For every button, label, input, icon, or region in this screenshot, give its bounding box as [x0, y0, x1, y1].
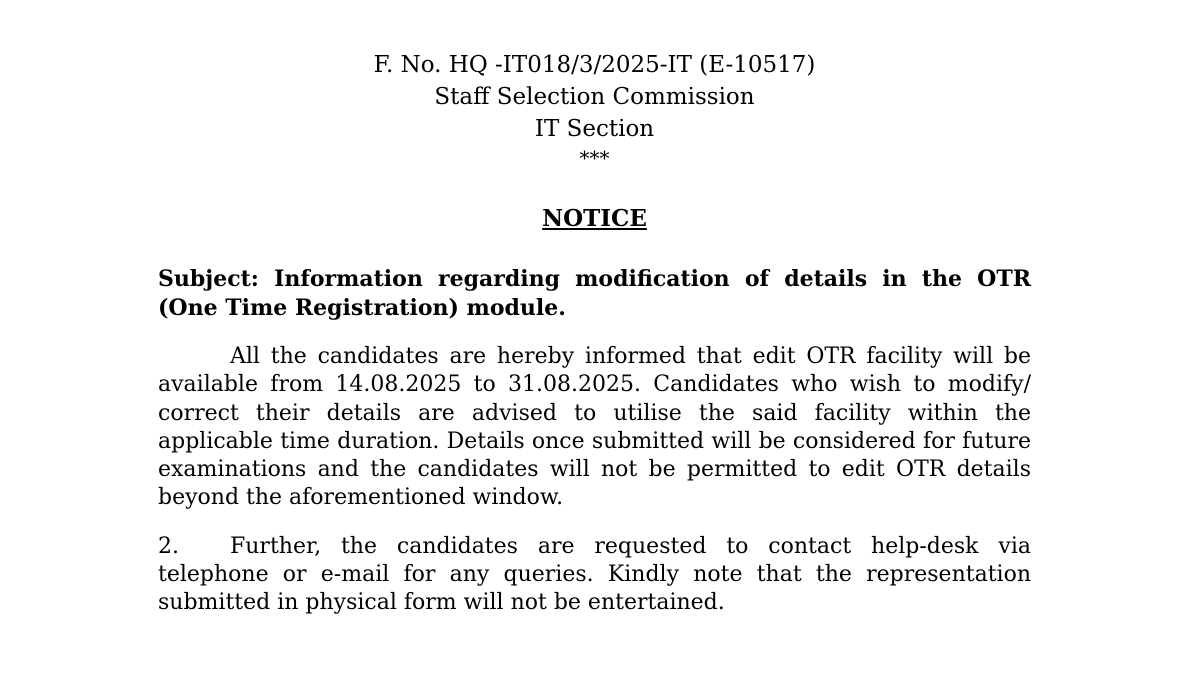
- separator-stars: ***: [579, 146, 610, 170]
- file-number: F. No. HQ -IT018/3/2025-IT (E-10517): [373, 52, 816, 78]
- paragraph-1: All the candidates are hereby informed that edit OTR facility will be available from 14.08.2025 to 31.08.2025. Candidates who wish to modify/ correct their details are advised to utilise the said facility within the applicable time duration. Details once submitted will be considered for future examinations and the candidates will not be permitted to edit OTR details beyond the aforementioned window.: [158, 344, 1031, 511]
- section-name: IT Section: [534, 116, 655, 142]
- notice-subject: Subject: Information regarding modification of details in the OTR (One Time Registration) module.: [158, 266, 1031, 321]
- document-header: [158, 49, 1031, 171]
- notice-title: NOTICE: [542, 205, 647, 232]
- paragraph-2-number: 2.: [158, 533, 179, 559]
- organization-name: Staff Selection Commission: [434, 84, 755, 110]
- notice-document: [158, 0, 1031, 618]
- paragraph-2: [158, 533, 1031, 618]
- paragraph-2-text: Further, the candidates are requested to contact help-desk via telephone or e-mail for any queries. Kindly note that the representation submitted in physical form will not be entertained.: [158, 533, 1031, 616]
